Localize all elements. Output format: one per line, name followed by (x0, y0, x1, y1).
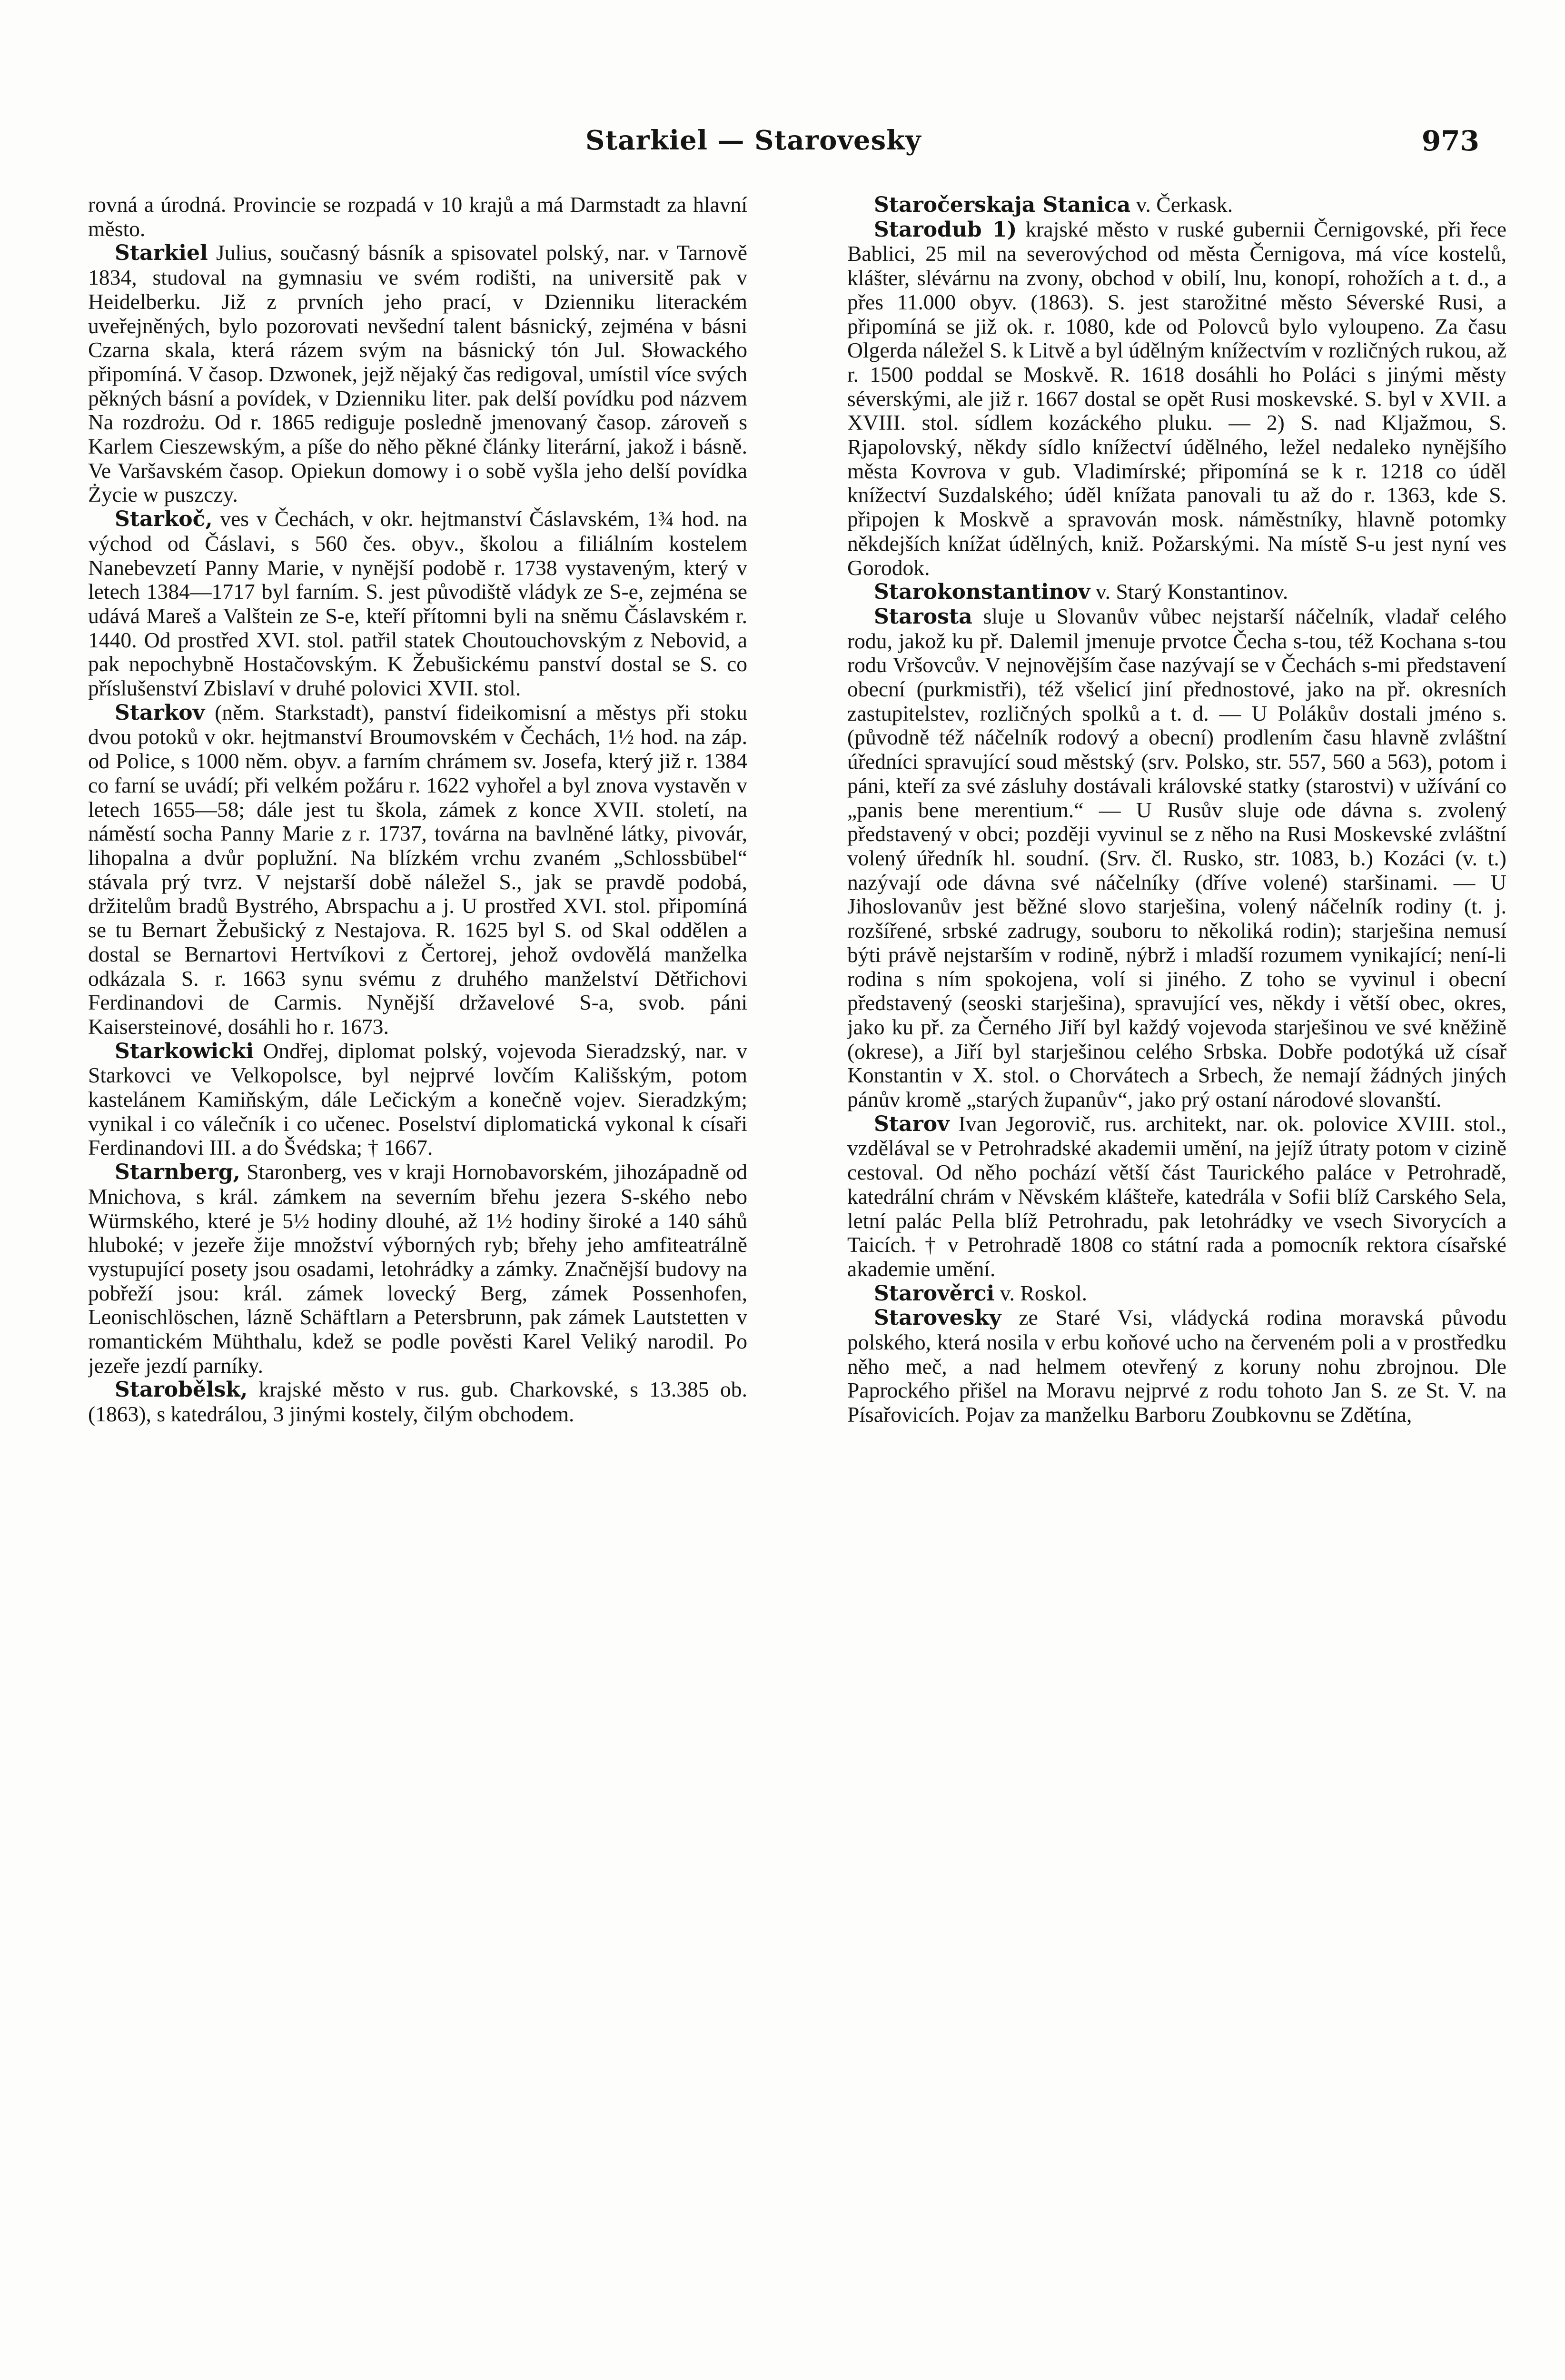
entry-starokonstantinov (847, 580, 1506, 605)
entry-continuation: rovná a úrodná. Provincie se rozpadá v 10 krajů a má Darmstadt za hlavní město. (88, 193, 747, 241)
entry-text: krajské město v rus. gub. Charkovské, s 13.385 ob. (1863), s katedrálou, 3 jinými kostely, čilým obchodem. (88, 1377, 747, 1427)
entry-starkov (88, 701, 747, 1039)
running-head-title: Starkiel — Starovesky (585, 125, 921, 156)
entry-text: (něm. Starkstadt), panství fideikomisní a městys při stoku dvou potoků v okr. hejtmanství Broumovském v Čechách, 1½ hod. na záp. od Police, s 1000 něm. obyv. a farním chrámem sv. Josefa, který již r. 1384 co farní se uvádí; při velkém požáru r. 1622 vyhořel a byl znova vystavěn v letech 1655—58; dále jest tu škola, zámek z konce XVII. století, na náměstí socha Panny Marie z r. 1737, továrna na bavlněné látky, pivovár, lihopalna a dvůr poplužní. Na blízkém vrchu zvaném „Schlossbübel“ stávala prý tvrz. V nejstarší době náležel S., jak se pravdě podobá, držitelům bradů Bystrého, Abrspachu a j. U prostřed XVI. stol. připomíná se tu Bernart Žebušický z Nestajova. R. 1625 byl S. od Skal oddělen a dostal se Bernartovi Hertvíkovi z Čertorej, jehož ovdovělá manželka odkázala S. r. 1663 synu svému z druhého manželství Dětřichovi Ferdinandovi de Carmis. Nynější državelové S-a, svob. páni Kaisersteinové, dosáhli ho r. 1673. (88, 700, 747, 1039)
entry-text: v. Starý Konstantinov. (1095, 579, 1288, 604)
entry-starosta (847, 605, 1506, 1112)
entry-headword: Starosta (874, 604, 972, 629)
entry-text: v. Čerkask. (1136, 193, 1233, 217)
entry-starodub (847, 218, 1506, 580)
left-column (88, 193, 747, 2363)
entry-headword: Starodub 1) (874, 217, 1017, 242)
entry-text: sluje u Slovanův vůbec nejstarší náčelník, vladař celého rodu, jakož ku př. Dalemil jmenuje prvotce Čecha s-tou, též Kochana s-tou rodu Vršovcův. V nejnovějším čase nazývají se v Čechách s-mi představení obecní (purkmistři), též všelicí jiní přednostové, jako na př. okresních zastupitelstev, rozličných spolků a t. d. — U Polákův dostali jméno s. (původně též náčelník rodový a obecní) prodlením času hlavně zvláštní úředníci spravující soud městský (srv. Polsko, str. 557, 560 a 563), potom i páni, kteří za své zásluhy dostávali královské statky (starostvi) v užívání co „panis bene merentium.“ — U Rusův sluje ode dávna s. zvolený představený v obci; později vyvinul se z něho na Rusi Moskevské zvláštní volený úředník hl. soudní. (Srv. čl. Rusko, str. 1083, b.) Kozáci (v. t.) nazývají ode dávna své náčelníky (dříve volené) staršinami. — U Jihoslovanův jest běžné slovo starješina, volený náčelník rodiny (t. j. rozšířené, srbské zadrugy, souboru to několiká rodin); starješina nemusí býti právě nejstarším v rodině, nýbrž i mladší rozumem vynikající; není-li rodina s ním spokojena, volí si jiného. Z toho se vyvinul i obecní představený (seoski starješina), spravující ves, někdy i větší obec, okres, jako ku př. za Černého Jiří byl každý vojevoda starješinou ve své kněžině (okrese), a Jiří byl starješinou celého Srbska. Dobře podotýká už císař Konstantin v X. stol. o Chorvátech a Srbech, že nemají žádných jiných pánův kromě „starých županův“, jako prý ostaní národové slovanští. (847, 604, 1506, 1112)
entry-text: Ondřej, diplomat polský, vojevoda Sieradzský, nar. v Starkovci ve Velkopolsce, byl nejprvé lovčím Kališským, potom kastelánem Kamiňským, dále Lečickým a konečně vojev. Sieradzkým; vynikal i co válečník i co učenec. Poselství diplomatická vykonal k císaři Ferdinandovi III. a do Švédska; † 1667. (88, 1038, 747, 1160)
entry-starocerskaja (847, 193, 1506, 218)
entry-staroverci (847, 1281, 1506, 1306)
entry-starkiel (88, 241, 747, 507)
entry-starovesky (847, 1306, 1506, 1427)
entry-text: ze Staré Vsi, vládycká rodina moravská původu polského, která nosila v erbu koňové ucho na červeném poli a v prostředku něho meč, a nad helmem otevřený z koruny nohu zbrojnou. Dle Paprockého přišel na Moravu nejprvé z rodu tohoto Jan S. ze St. V. na Písařovicích. Pojav za manželku Barboru Zoubkovnu se Zdětína, (847, 1305, 1506, 1427)
entry-text: Ivan Jegorovič, rus. architekt, nar. ok. polovice XVIII. stol., vzdělával se v Petrohradské akademii umění, na jejíž útraty potom v cizině cestoval. Od něho pochází větší část Taurického paláce v Petrohradě, katedrální chrám v Něvském klášteře, katedrála v Sofii blíž Carského Sela, letní palác Pella blíž Petrohradu, pak letohrádky ve vsech Sivorycích a Taicích. † v Petrohradě 1808 co státní rada a pomocník rektora císařské akademie umění. (847, 1111, 1506, 1281)
entry-headword: Starobělsk, (115, 1378, 248, 1402)
entry-headword: Starkiel (115, 241, 208, 266)
entry-headword: Staročerskaja Stanica (874, 193, 1131, 217)
entry-text: Staronberg, ves v kraji Hornobavorském, jihozápadně od Mnichova, s král. zámkem na severním břehu jezera S-ského nebo Würmského, které je 5½ hodiny dlouhé, až 1½ hodiny široké a 140 sáhů hluboké; v jezeře žije množství výborných ryb; břehy jeho amfiteatrálně vystupující posety jsou osadami, letohrádky a zámky. Značnější budovy na pobřeží jsou: král. zámek lovecký Berg, zámek Possenhofen, Leonischlöschen, lázně Schäftlarn a Petersbrunn, pak zámek Lautstetten v romantickém Mühthalu, kdež se podle pověsti Karel Veliký narodil. Po jezeře jezdí parníky. (88, 1160, 747, 1378)
entry-headword: Starověrci (874, 1281, 995, 1306)
entry-headword: Starnberg, (115, 1160, 240, 1185)
entry-headword: Starkov (115, 700, 205, 725)
entry-starobelsk (88, 1378, 747, 1426)
entry-starkoc (88, 507, 747, 701)
entry-headword: Starokonstantinov (874, 580, 1090, 605)
entry-starnberg (88, 1160, 747, 1378)
entry-text: ves v Čechách, v okr. hejtmanství Čáslavském, 1¾ hod. na východ od Čáslavi, s 560 čes. obyv., školou a filiálním kostelem Nanebevzetí Panny Marie, v nynější podobě r. 1738 vystaveným, který v letech 1384—1717 byl farním. S. jest původiště vládyk ze S-e, zejména se udává Mareš a Valštein ze S-e, kteří přítomni byli na sněmu Čáslavském r. 1440. Od prostřed XVI. stol. patřil statek Choutouchovským z Nebovid, a pak nepochybně Hostačovským. K Žebušickému panství dostal se S. co příslušenství Zbislaví v druhé polovici XVII. stol. (88, 506, 747, 701)
entry-starov (847, 1112, 1506, 1281)
entry-headword: Starkoč, (115, 507, 213, 532)
entry-headword: Starkowicki (115, 1039, 254, 1063)
entry-text: v. Roskol. (1000, 1280, 1088, 1305)
right-column (847, 193, 1506, 2363)
entry-headword: Starovesky (874, 1306, 1001, 1330)
entry-text: Julius, současný básník a spisovatel polský, nar. v Tarnově 1834, studoval na gymnasiu ve svém rodišti, na universitě pak v Heidelberku. Již z prvních jeho prací, v Dzienniku literackém uveřejněných, bylo pozorovati nevšední talent básnický, zejména v básni Czarna skala, která rázem svým na básnický tón Jul. Słowackého připomíná. V časop. Dzwonek, jejž nějaký čas redigoval, umístil více svých pěkných básní a povídek, v Dzienniku liter. pak delší povídku pod názvem Na rozdrożu. Od r. 1865 rediguje posledně jmenovaný časop. zároveň s Karlem Cieszewským, a píše do něho pěkné články literární, jakož i básně. Ve Varšavském časop. Opiekun domowy i o sobě vyšla jeho delší povídka Życie w puszczy. (88, 240, 747, 507)
entry-headword: Starov (874, 1111, 950, 1136)
running-head (585, 125, 1479, 163)
entry-starkowicki (88, 1039, 747, 1160)
page-number: 973 (1421, 125, 1479, 157)
entry-text: krajské město v ruské gubernii Černigovské, při řece Bablici, 25 mil na severovýchod od města Černigova, má více kostelů, klášter, slévárnu na zvony, obchod v obilí, lnu, konopí, rohožích a t. d., a přes 11.000 obyv. (1863). S. jest starožitné město Séverské Rusi, a připomíná se již ok. r. 1080, kde od Polovců bylo vyloupeno. Za času Olgerda náležel S. k Litvě a byl údělným knížectvím v rozličných rukou, až r. 1500 poddal se Moskvě. R. 1618 dosáhli ho Poláci s jinými městy séverskými, ale již r. 1667 dostal se opět Rusi moskevské. S. byl v XVII. a XVIII. stol. sídlem kozáckého pluku. — 2) S. nad Kljažmou, S. Rjapolovský, někdy sídlo knížectví údělného, ležel nedaleko nynějšího města Kovrova v gub. Vladimírské; připomíná se k r. 1218 co úděl knížectví Suzdalského; úděl knížata panovali tu až do r. 1363, kde S. připojen k Moskvě a spravován mosk. náměstníky, hlavně potomky někdejších knížat údělných, kniž. Požarskými. Na místě S-u jest nyní ves Gorodok. (847, 217, 1506, 580)
